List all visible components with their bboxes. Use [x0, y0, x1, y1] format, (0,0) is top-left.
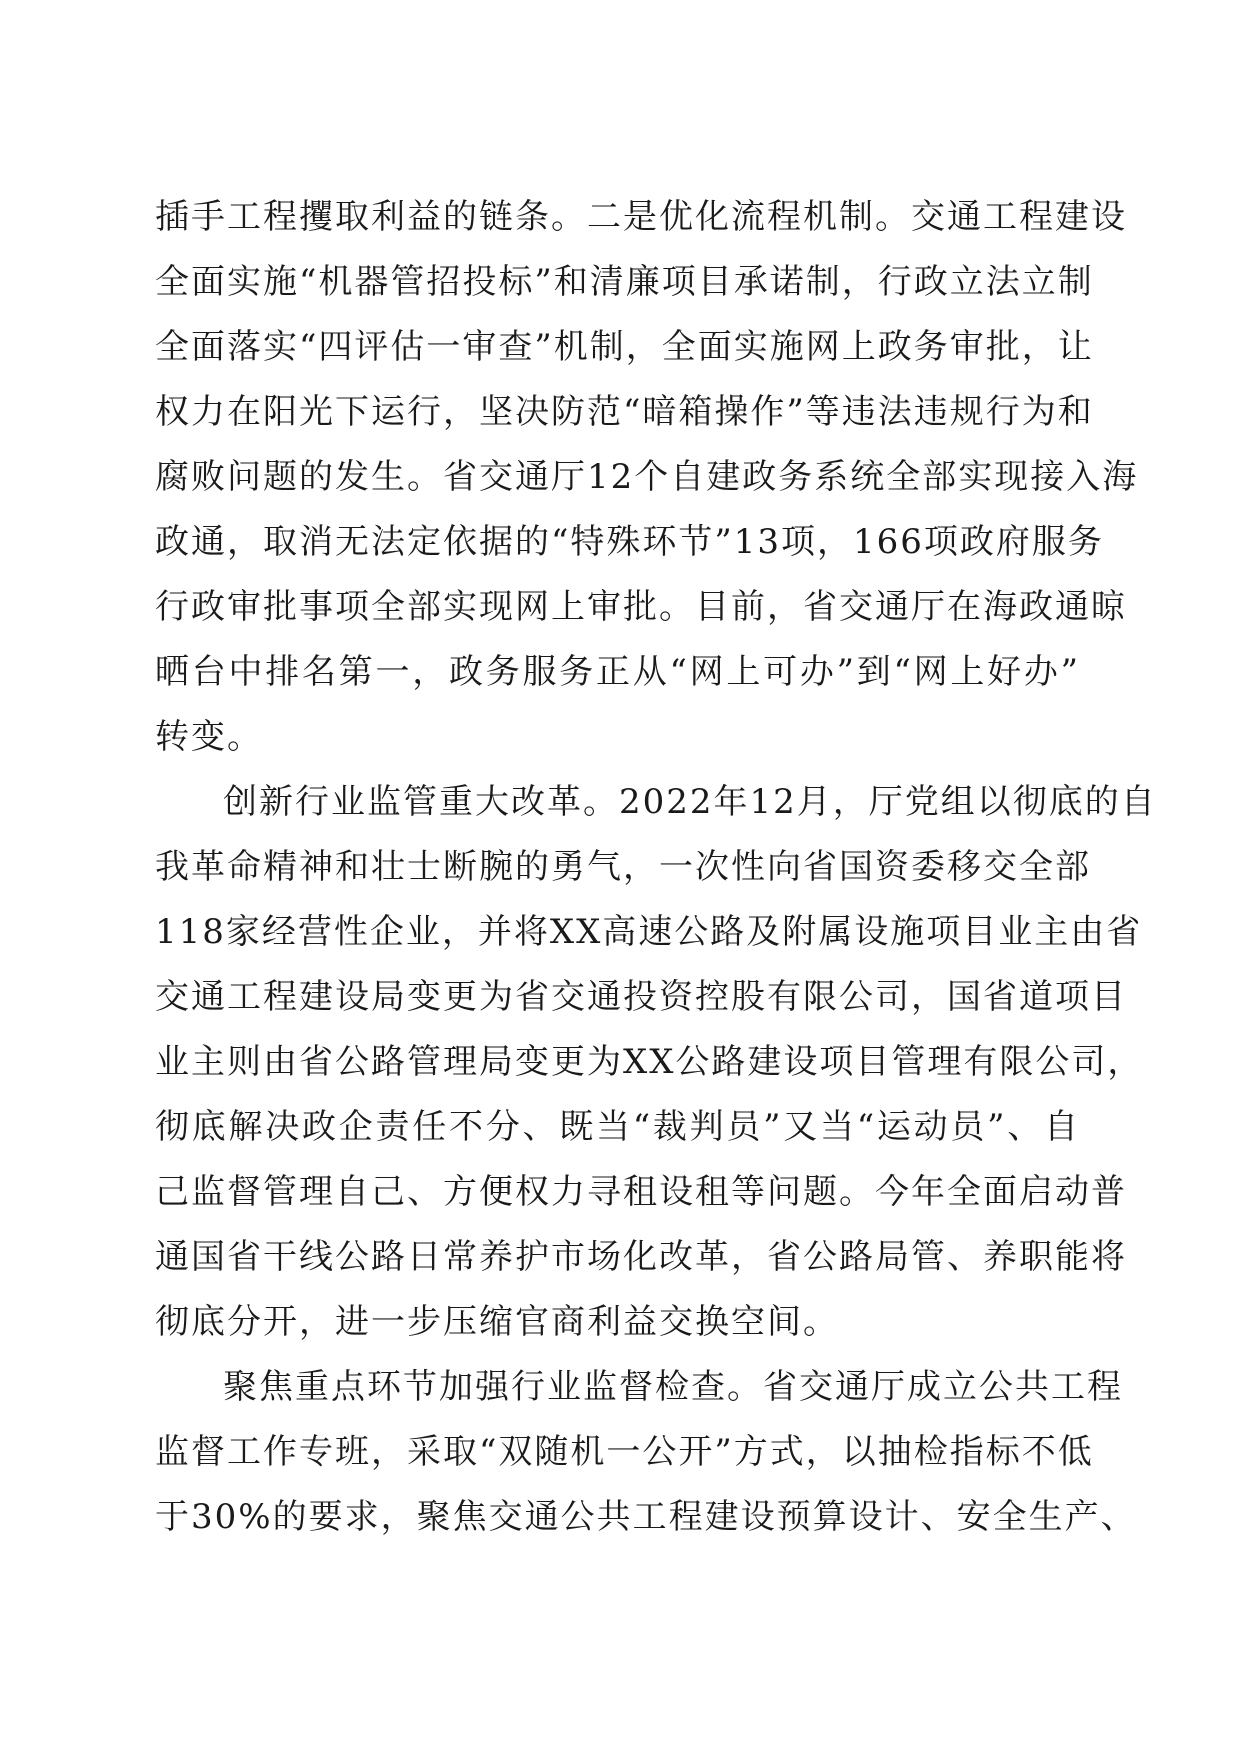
paragraph-line: 业主则由省公路管理局变更为XX公路建设项目管理有限公司， — [155, 1042, 1144, 1082]
paragraph-line: 彻底分开，进一步压缩官商利益交换空间。 — [155, 1302, 839, 1342]
paragraph-line: 腐败问题的发生。省交通厅12个自建政务系统全部实现接入海 — [155, 457, 1139, 497]
paragraph-line: 己监督管理自己、方便权力寻租设租等问题。今年全面启动普 — [155, 1172, 1127, 1212]
paragraph-line: 晒台中排名第一，政务服务正从“网上可办”到“网上好办” — [155, 652, 1080, 692]
paragraph-line: 我革命精神和壮士断腕的勇气，一次性向省国资委移交全部 — [155, 847, 1091, 887]
paragraph-line: 通国省干线公路日常养护市场化改革，省公路局管、养职能将 — [155, 1237, 1127, 1277]
paragraph-line: 118家经营性企业，并将XX高速公路及附属设施项目业主由省 — [155, 912, 1143, 952]
paragraph-line: 插手工程攫取利益的链条。二是优化流程机制。交通工程建设 — [155, 197, 1127, 237]
paragraph-line: 创新行业监管重大改革。2022年12月，厅党组以彻底的自 — [223, 782, 1157, 822]
paragraph-line: 彻底解决政企责任不分、既当“裁判员”又当“运动员”、自 — [155, 1107, 1080, 1147]
paragraph-line: 转变。 — [155, 717, 263, 757]
paragraph-line: 行政审批事项全部实现网上审批。目前，省交通厅在海政通晾 — [155, 587, 1127, 627]
paragraph-1 — [155, 185, 1139, 770]
paragraph-line: 于30%的要求，聚焦交通公共工程建设预算设计、安全生产、 — [155, 1497, 1137, 1537]
paragraph-line: 全面实施“机器管招投标”和清廉项目承诺制，行政立法立制 — [155, 262, 1094, 302]
paragraph-line: 政通，取消无法定依据的“特殊环节”13项，166项政府服务 — [155, 522, 1104, 562]
body-text — [155, 185, 1157, 1550]
paragraph-3 — [155, 1355, 1137, 1550]
paragraph-line: 聚焦重点环节加强行业监督检查。省交通厅成立公共工程 — [223, 1367, 1123, 1407]
paragraph-line: 监督工作专班，采取“双随机一公开”方式，以抽检指标不低 — [155, 1432, 1094, 1472]
paragraph-line: 权力在阳光下运行，坚决防范“暗箱操作”等违法违规行为和 — [155, 392, 1094, 432]
paragraph-line: 交通工程建设局变更为省交通投资控股有限公司，国省道项目 — [155, 977, 1127, 1017]
paragraph-line: 全面落实“四评估一审查”机制，全面实施网上政务审批，让 — [155, 327, 1094, 367]
paragraph-2 — [155, 770, 1157, 1355]
